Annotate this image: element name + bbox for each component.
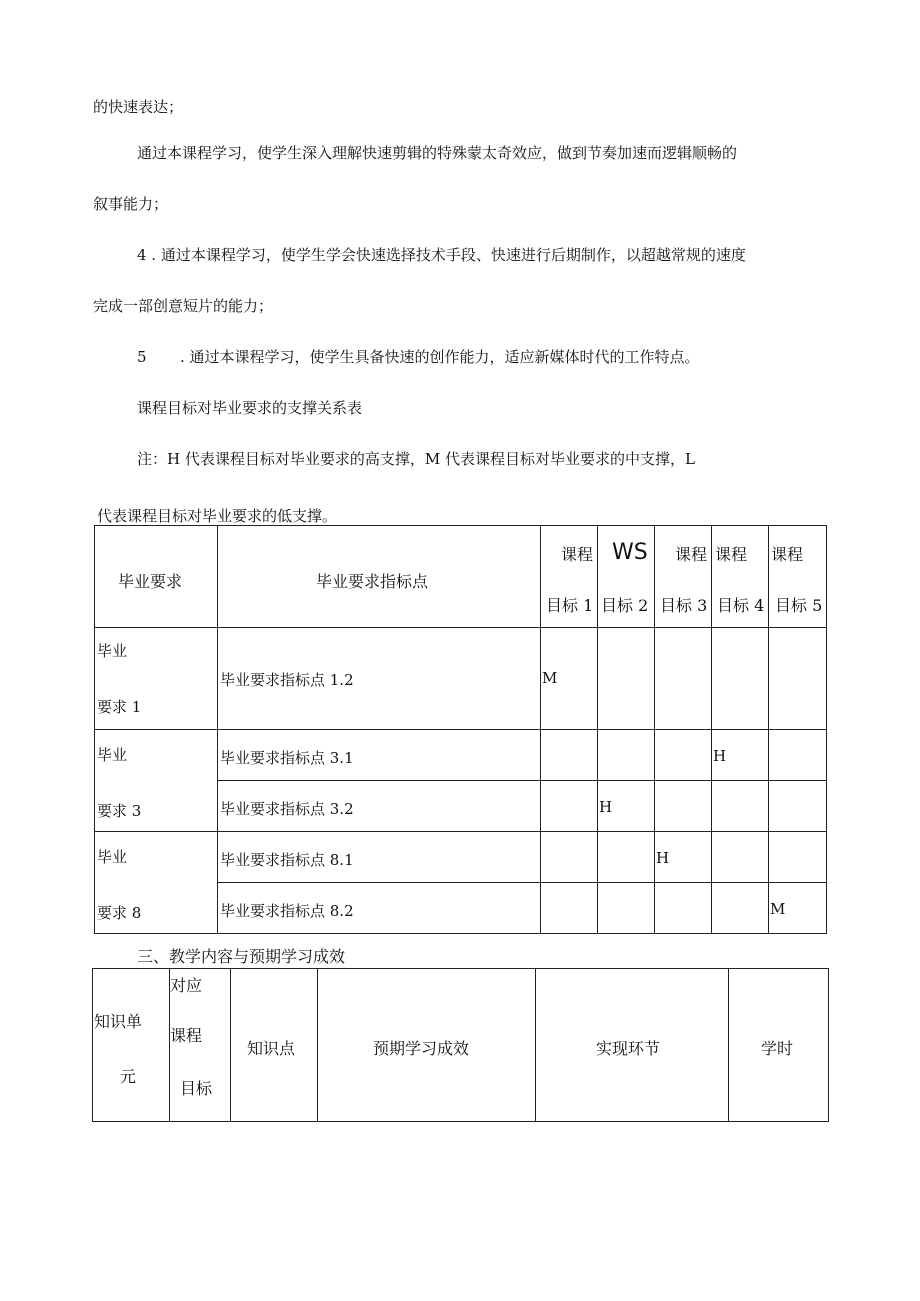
requirement-group-1: 毕业 要求 1 <box>95 628 218 730</box>
indicator-cell: 毕业要求指标点 3.2 <box>218 781 541 832</box>
paragraph-5: 完成一部创意短片的能力； <box>93 297 274 315</box>
mark-cell <box>712 628 769 730</box>
header-goal-1: 课程 目标 1 <box>541 526 598 628</box>
mark-cell: H <box>655 832 712 883</box>
content-table <box>92 968 829 1122</box>
table-note-continued: 代表课程目标对毕业要求的低支撑。 <box>97 507 338 525</box>
mark-cell: H <box>712 730 769 781</box>
mark-cell <box>655 781 712 832</box>
mark-cell <box>769 832 827 883</box>
mark-cell: M <box>541 628 598 730</box>
mark-cell <box>541 781 598 832</box>
mark-cell <box>541 730 598 781</box>
section-heading: 三、教学内容与预期学习成效 <box>137 947 346 966</box>
mark-cell <box>598 730 655 781</box>
paragraph-4: 4 . 通过本课程学习，使学生学会快速选择技术手段、快速进行后期制作，以超越常规的速度 <box>137 246 746 264</box>
content-header-row <box>93 969 829 1122</box>
indicator-cell: 毕业要求指标点 1.2 <box>218 628 541 730</box>
paragraph-6: . 通过本课程学习，使学生具备快速的创作能力，适应新媒体时代的工作特点。 <box>180 348 700 366</box>
mark-cell <box>598 628 655 730</box>
header-goal-2: WS 目标 2 <box>598 526 655 628</box>
header-knowledge-points: 知识点 <box>231 969 318 1122</box>
mark-cell <box>598 832 655 883</box>
mark-cell <box>541 883 598 934</box>
table-row <box>95 832 827 883</box>
requirement-group-8: 毕业 要求 8 <box>95 832 218 934</box>
paragraph-6-number: 5 <box>137 348 147 366</box>
header-indicator: 毕业要求指标点 <box>218 526 541 628</box>
table-caption: 课程目标对毕业要求的支撑关系表 <box>137 399 363 417</box>
table-row <box>95 730 827 781</box>
paragraph-3: 叙事能力； <box>93 195 169 213</box>
header-goal-3: 课程 目标 3 <box>655 526 712 628</box>
header-expected-outcomes: 预期学习成效 <box>318 969 536 1122</box>
mark-cell <box>598 883 655 934</box>
indicator-cell: 毕业要求指标点 3.1 <box>218 730 541 781</box>
requirement-group-3: 毕业 要求 3 <box>95 730 218 832</box>
mark-cell <box>655 730 712 781</box>
header-goal-4: 课程 目标 4 <box>712 526 769 628</box>
header-requirement: 毕业要求 <box>95 526 218 628</box>
table-row <box>95 628 827 730</box>
mark-cell <box>655 628 712 730</box>
header-implementation: 实现环节 <box>536 969 729 1122</box>
mark-cell <box>541 832 598 883</box>
mark-cell <box>712 781 769 832</box>
table-header-row <box>95 526 827 628</box>
mark-cell: H <box>598 781 655 832</box>
header-course-goal: 对应 课程 目标 <box>170 969 231 1122</box>
support-table <box>94 525 827 934</box>
table-note: 注：H 代表课程目标对毕业要求的高支撑，M 代表课程目标对毕业要求的中支撑，L <box>137 450 695 468</box>
mark-cell <box>712 883 769 934</box>
mark-cell: M <box>769 883 827 934</box>
header-knowledge-unit: 知识单 元 <box>93 969 170 1122</box>
indicator-cell: 毕业要求指标点 8.2 <box>218 883 541 934</box>
indicator-cell: 毕业要求指标点 8.1 <box>218 832 541 883</box>
paragraph-1: 的快速表达； <box>93 98 184 116</box>
mark-cell <box>769 781 827 832</box>
mark-cell <box>655 883 712 934</box>
header-hours: 学时 <box>729 969 829 1122</box>
paragraph-2: 通过本课程学习，使学生深入理解快速剪辑的特殊蒙太奇效应，做到节奏加速而逻辑顺畅的 <box>137 144 738 162</box>
mark-cell <box>769 628 827 730</box>
mark-cell <box>769 730 827 781</box>
mark-cell <box>712 832 769 883</box>
header-goal-5: 课程 目标 5 <box>769 526 827 628</box>
